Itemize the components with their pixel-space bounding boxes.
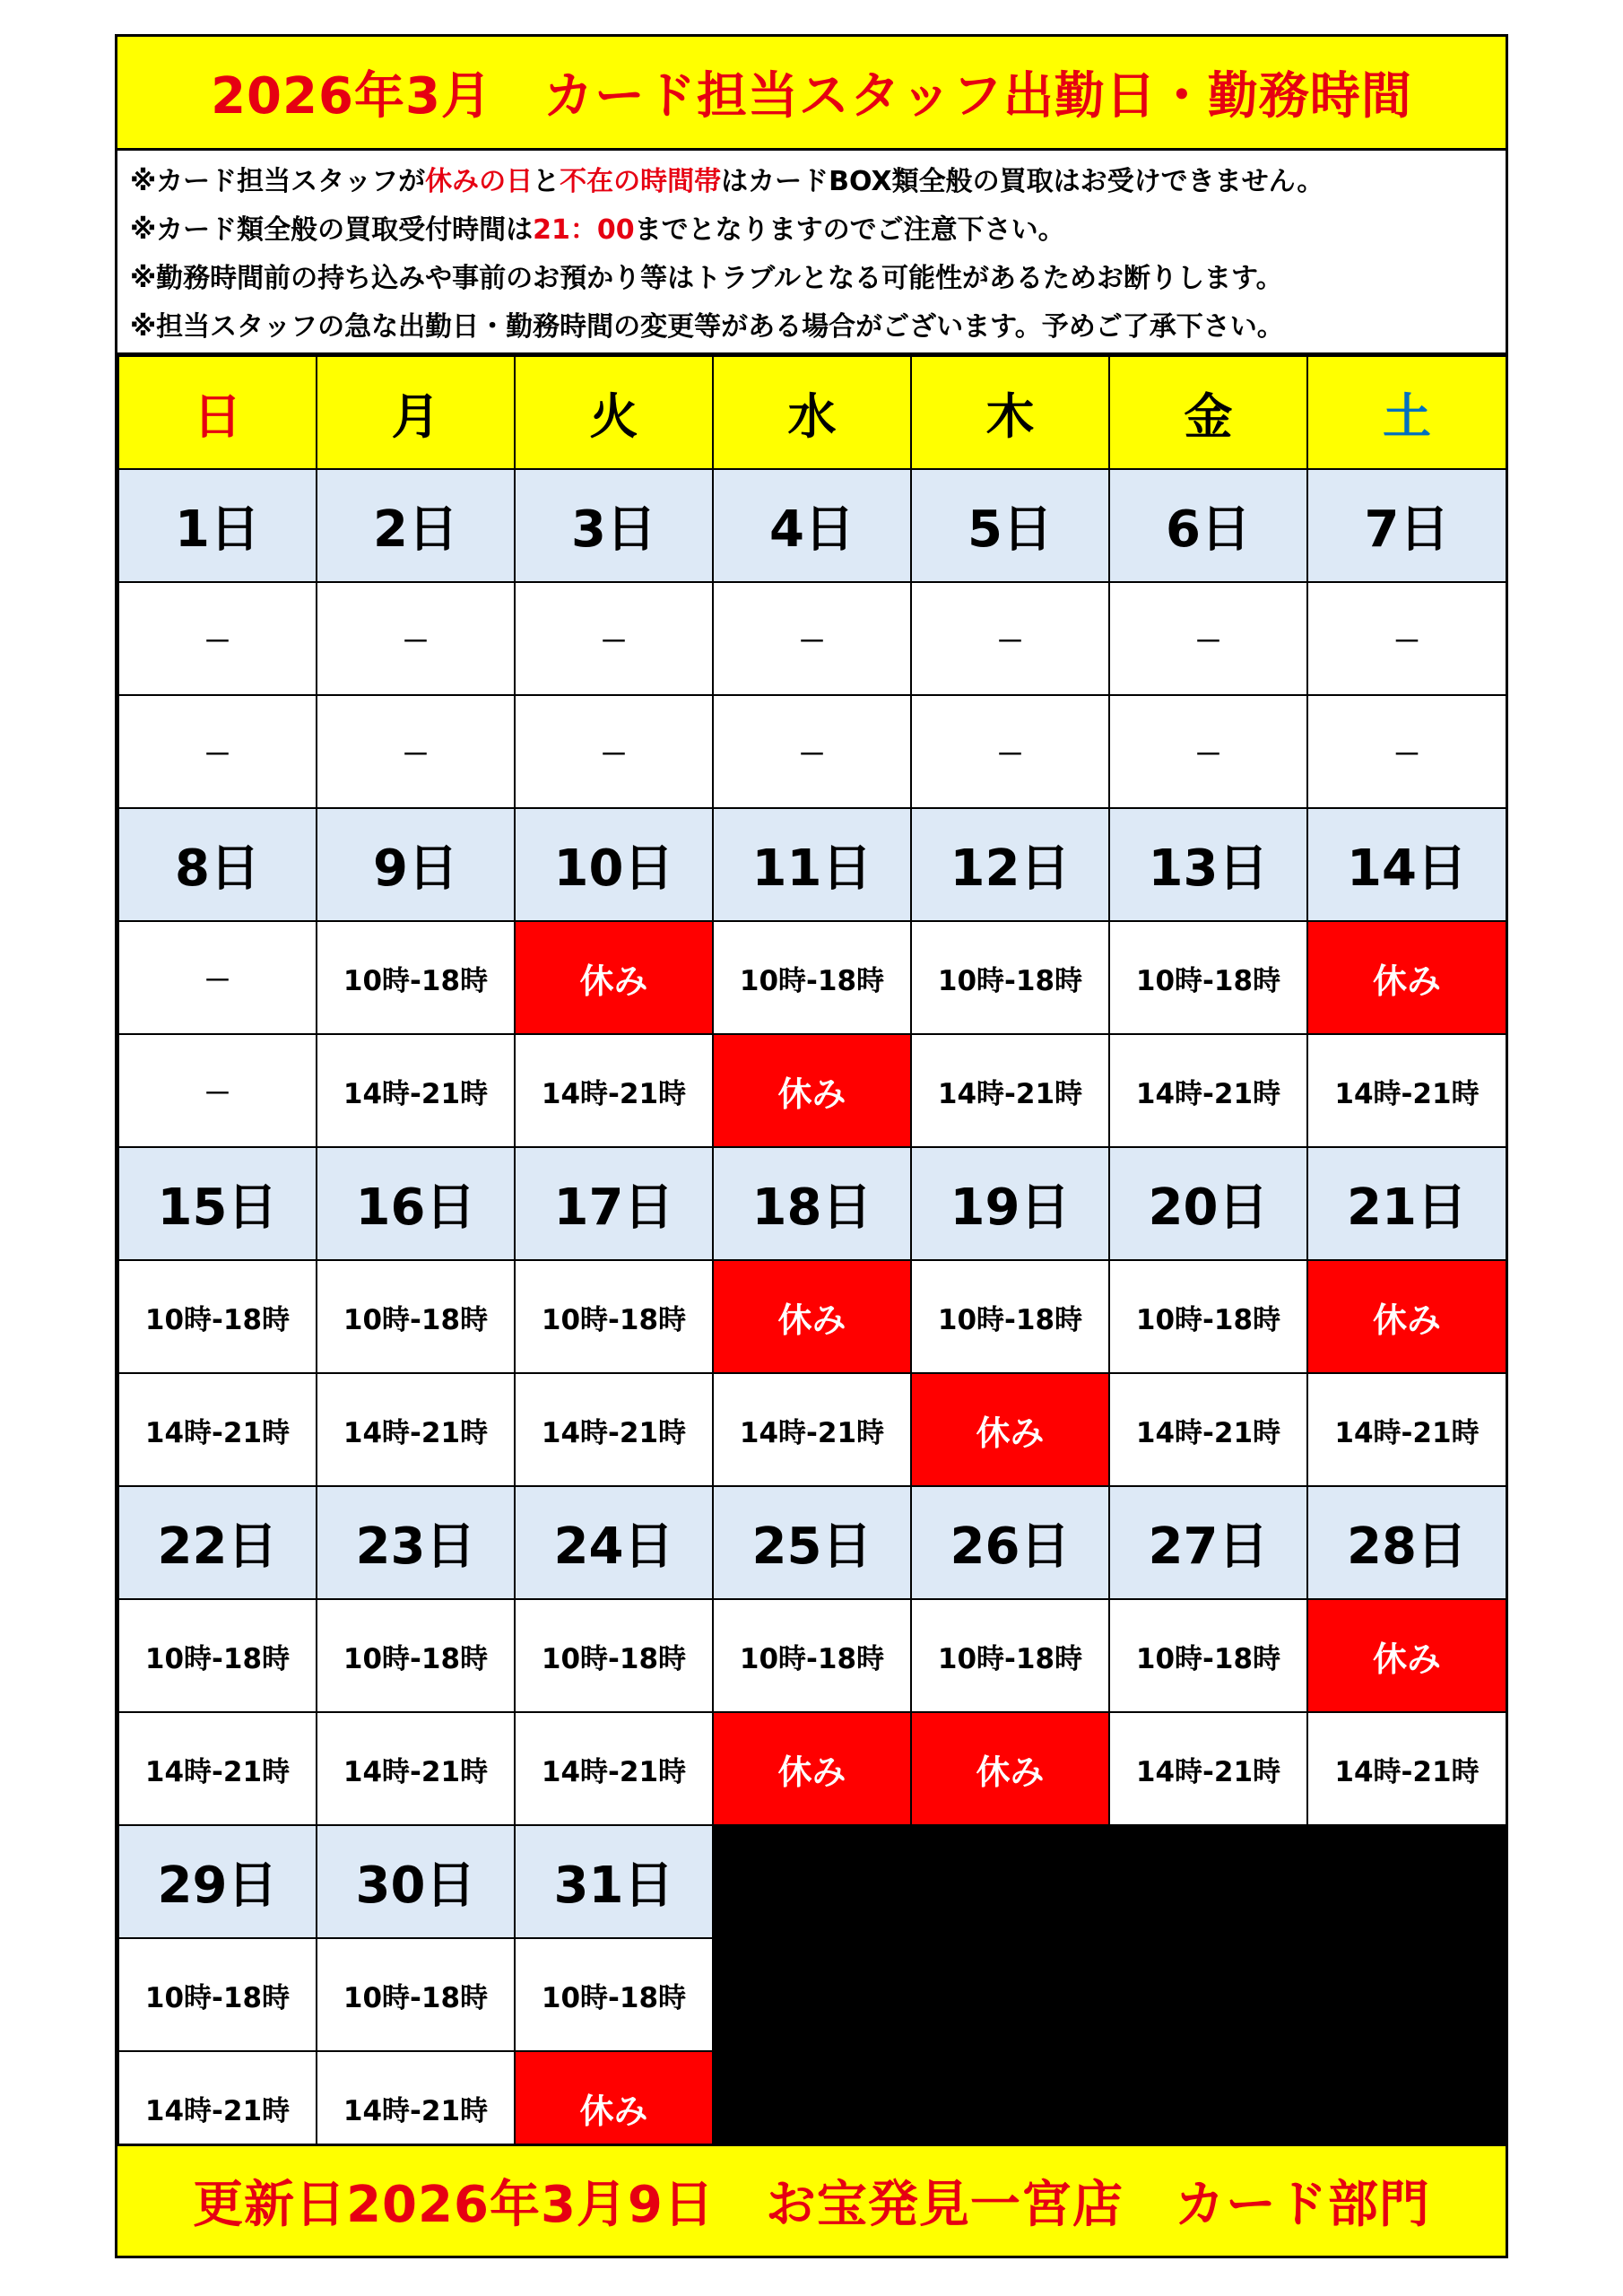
- page-title: 2026年3月 カード担当スタッフ出勤日・勤務時間: [117, 37, 1506, 151]
- day-off-cell: 休み: [515, 2051, 713, 2164]
- day-off-cell: 休み: [1307, 921, 1506, 1034]
- date-cell: 29日: [118, 1825, 317, 1938]
- date-cell: 4日: [713, 469, 911, 582]
- evening-shift-cell: 14時-21時: [118, 1712, 317, 1825]
- morning-shift-cell: 10時-18時: [911, 1599, 1109, 1712]
- date-cell: 12日: [911, 808, 1109, 921]
- blank-cell: [1109, 1825, 1307, 1938]
- date-cell: 21日: [1307, 1147, 1506, 1260]
- evening-shift-cell: 14時-21時: [317, 1034, 515, 1147]
- date-cell: 24日: [515, 1486, 713, 1599]
- blank-cell: [713, 1938, 911, 2051]
- date-cell: 22日: [118, 1486, 317, 1599]
- evening-shift-cell: 14時-21時: [118, 2051, 317, 2164]
- date-cell: 1日: [118, 469, 317, 582]
- morning-shift-cell: 10時-18時: [1109, 1260, 1307, 1373]
- evening-shift-cell: 14時-21時: [911, 1034, 1109, 1147]
- date-cell: 16日: [317, 1147, 515, 1260]
- no-shift-cell: －: [118, 921, 317, 1034]
- notice-list: [117, 151, 1506, 355]
- notice-text: ※カード担当スタッフが: [130, 166, 426, 197]
- day-off-cell: 休み: [713, 1034, 911, 1147]
- evening-shift-cell: 14時-21時: [515, 1373, 713, 1486]
- notice-line: [130, 303, 1506, 352]
- notice-text: ※勤務時間前の持ち込みや事前のお預かり等はトラブルとなる可能性があるためお断りします。: [130, 263, 1283, 294]
- blank-cell: [713, 1825, 911, 1938]
- no-shift-cell: －: [118, 582, 317, 695]
- morning-shift-cell: 10時-18時: [515, 1599, 713, 1712]
- day-off-cell: 休み: [713, 1260, 911, 1373]
- evening-shift-cell: 14時-21時: [515, 1712, 713, 1825]
- date-cell: 9日: [317, 808, 515, 921]
- notice-text: ※カード類全般の買取受付時間は: [130, 214, 534, 246]
- date-cell: 19日: [911, 1147, 1109, 1260]
- date-cell: 25日: [713, 1486, 911, 1599]
- date-cell: 7日: [1307, 469, 1506, 582]
- no-shift-cell: －: [515, 582, 713, 695]
- date-cell: 11日: [713, 808, 911, 921]
- day-off-cell: 休み: [911, 1712, 1109, 1825]
- weekday-header: 水: [713, 356, 911, 469]
- morning-shift-cell: 10時-18時: [1109, 921, 1307, 1034]
- date-cell: 5日: [911, 469, 1109, 582]
- notice-highlight: 21：00: [533, 214, 635, 246]
- no-shift-cell: －: [1307, 582, 1506, 695]
- day-off-cell: 休み: [713, 1712, 911, 1825]
- date-cell: 13日: [1109, 808, 1307, 921]
- evening-shift-cell: 14時-21時: [515, 1034, 713, 1147]
- day-off-cell: 休み: [515, 921, 713, 1034]
- morning-shift-cell: 10時-18時: [713, 1599, 911, 1712]
- morning-shift-cell: 10時-18時: [1109, 1599, 1307, 1712]
- evening-shift-cell: 14時-21時: [1307, 1712, 1506, 1825]
- date-cell: 8日: [118, 808, 317, 921]
- morning-shift-cell: 10時-18時: [317, 921, 515, 1034]
- no-shift-cell: －: [515, 695, 713, 808]
- weekday-header: 土: [1307, 356, 1506, 469]
- weekday-header: 日: [118, 356, 317, 469]
- notice-line: [130, 206, 1506, 255]
- schedule-sheet: [115, 34, 1508, 2258]
- evening-shift-cell: 14時-21時: [317, 1712, 515, 1825]
- evening-shift-cell: 14時-21時: [1109, 1034, 1307, 1147]
- date-cell: 26日: [911, 1486, 1109, 1599]
- morning-shift-cell: 10時-18時: [911, 921, 1109, 1034]
- evening-shift-cell: 14時-21時: [1307, 1373, 1506, 1486]
- blank-cell: [1109, 1938, 1307, 2051]
- date-cell: 18日: [713, 1147, 911, 1260]
- day-off-cell: 休み: [911, 1373, 1109, 1486]
- date-cell: 3日: [515, 469, 713, 582]
- no-shift-cell: －: [713, 695, 911, 808]
- morning-shift-cell: 10時-18時: [317, 1938, 515, 2051]
- date-cell: 30日: [317, 1825, 515, 1938]
- morning-shift-cell: 10時-18時: [713, 921, 911, 1034]
- evening-shift-cell: 14時-21時: [713, 1373, 911, 1486]
- no-shift-cell: －: [1307, 695, 1506, 808]
- morning-shift-cell: 10時-18時: [317, 1599, 515, 1712]
- morning-shift-cell: 10時-18時: [118, 1938, 317, 2051]
- date-cell: 15日: [118, 1147, 317, 1260]
- evening-shift-cell: 14時-21時: [1307, 1034, 1506, 1147]
- no-shift-cell: －: [317, 582, 515, 695]
- no-shift-cell: －: [317, 695, 515, 808]
- notice-highlight: 不在の時間帯: [560, 166, 722, 197]
- morning-shift-cell: 10時-18時: [515, 1260, 713, 1373]
- notice-highlight: 休みの日: [425, 166, 534, 197]
- no-shift-cell: －: [713, 582, 911, 695]
- date-cell: 6日: [1109, 469, 1307, 582]
- no-shift-cell: －: [911, 695, 1109, 808]
- weekday-header: 木: [911, 356, 1109, 469]
- morning-shift-cell: 10時-18時: [317, 1260, 515, 1373]
- morning-shift-cell: 10時-18時: [118, 1260, 317, 1373]
- morning-shift-cell: 10時-18時: [911, 1260, 1109, 1373]
- date-cell: 10日: [515, 808, 713, 921]
- morning-shift-cell: 10時-18時: [118, 1599, 317, 1712]
- date-cell: 14日: [1307, 808, 1506, 921]
- blank-cell: [911, 1825, 1109, 1938]
- evening-shift-cell: 14時-21時: [118, 1373, 317, 1486]
- schedule-calendar: [117, 355, 1507, 2165]
- notice-text: と: [533, 166, 560, 197]
- weekday-header: 月: [317, 356, 515, 469]
- date-cell: 27日: [1109, 1486, 1307, 1599]
- no-shift-cell: －: [911, 582, 1109, 695]
- notice-text: はカードBOX類全般の買取はお受けできません。: [721, 166, 1324, 197]
- date-cell: 23日: [317, 1486, 515, 1599]
- no-shift-cell: －: [118, 1034, 317, 1147]
- notice-line: [130, 158, 1506, 206]
- evening-shift-cell: 14時-21時: [1109, 1712, 1307, 1825]
- date-cell: 17日: [515, 1147, 713, 1260]
- no-shift-cell: －: [1109, 695, 1307, 808]
- evening-shift-cell: 14時-21時: [317, 1373, 515, 1486]
- blank-cell: [1307, 1938, 1506, 2051]
- notice-text: ※担当スタッフの急な出勤日・勤務時間の変更等がある場合がございます。予めご了承下さい。: [130, 311, 1284, 343]
- notice-text: までとなりますのでご注意下さい。: [634, 214, 1065, 246]
- evening-shift-cell: 14時-21時: [317, 2051, 515, 2164]
- footer-updated-info: 更新日2026年3月9日 お宝発見一宮店 カード部門: [117, 2144, 1506, 2256]
- day-off-cell: 休み: [1307, 1599, 1506, 1712]
- date-cell: 20日: [1109, 1147, 1307, 1260]
- day-off-cell: 休み: [1307, 1260, 1506, 1373]
- date-cell: 2日: [317, 469, 515, 582]
- date-cell: 28日: [1307, 1486, 1506, 1599]
- evening-shift-cell: 14時-21時: [1109, 1373, 1307, 1486]
- weekday-header: 金: [1109, 356, 1307, 469]
- blank-cell: [911, 1938, 1109, 2051]
- no-shift-cell: －: [1109, 582, 1307, 695]
- date-cell: 31日: [515, 1825, 713, 1938]
- morning-shift-cell: 10時-18時: [515, 1938, 713, 2051]
- blank-cell: [1307, 1825, 1506, 1938]
- weekday-header: 火: [515, 356, 713, 469]
- no-shift-cell: －: [118, 695, 317, 808]
- notice-line: [130, 255, 1506, 303]
